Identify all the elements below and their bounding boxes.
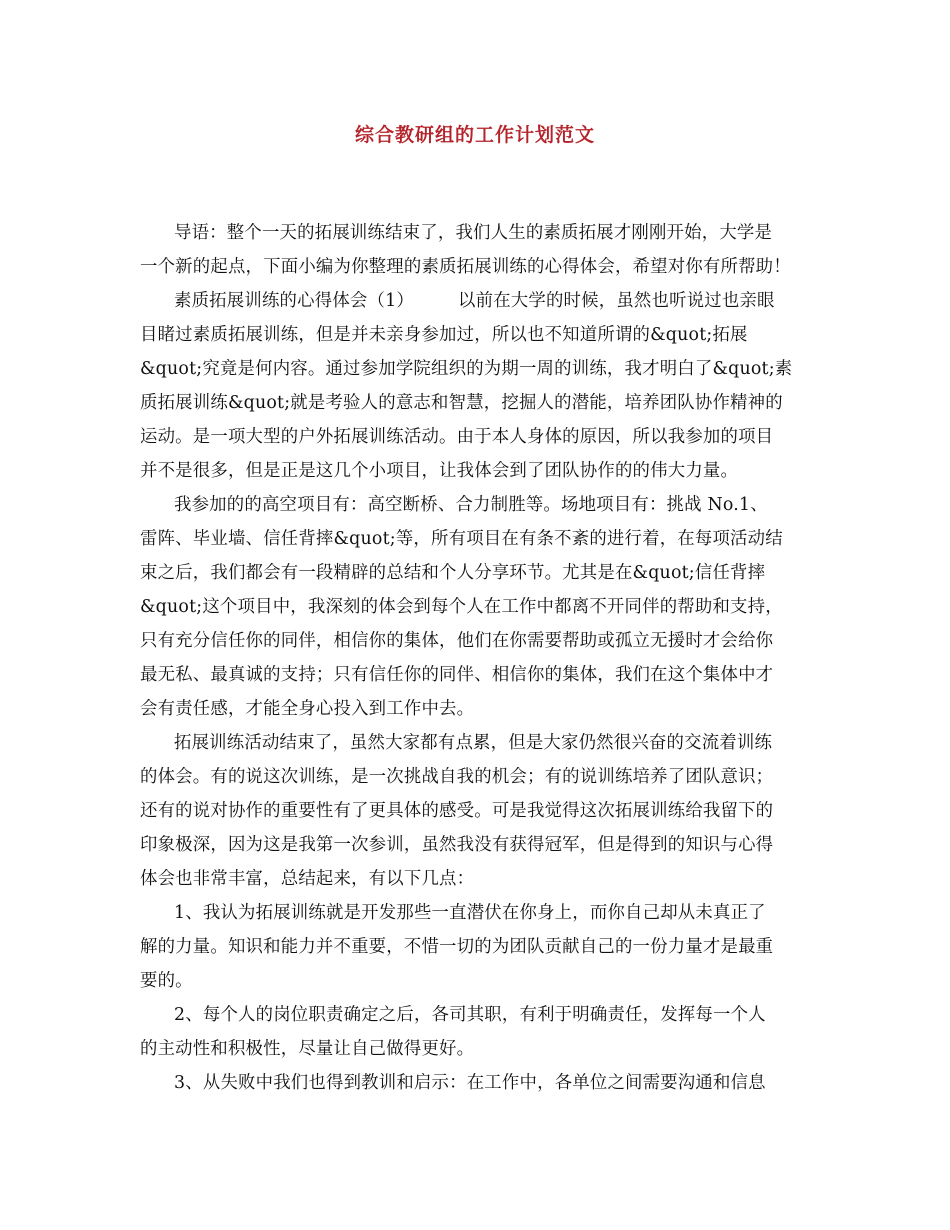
text-line: 的主动性和积极性，尽量让自己做得更好。 [140,1039,475,1059]
text-line: 束之后，我们都会有一段精辟的总结和个人分享环节。尤其是在&quot;信任背摔 [140,563,766,583]
text-line: 一个新的起点，下面小编为你整理的素质拓展训练的心得体会，希望对你有所帮助！ [140,257,791,277]
text-line: 会有责任感，才能全身心投入到工作中去。 [140,699,475,719]
text-line: 的体会。有的说这次训练，是一次挑战自我的机会；有的说训练培养了团队意识； [140,767,774,787]
text-line: 导语：整个一天的拓展训练结束了，我们人生的素质拓展才刚刚开始，大学是 [174,223,773,243]
text-line: 3、从失败中我们也得到教训和启示：在工作中，各单位之间需要沟通和信息 [174,1073,766,1093]
text-line: 雷阵、毕业墙、信任背摔&quot;等，所有项目在有条不紊的进行着，在每项活动结 [140,529,783,549]
text-line: 素质拓展训练的心得体会（1） 以前在大学的时候，虽然也听说过也亲眼 [174,291,775,311]
text-line: 运动。是一项大型的户外拓展训练活动。由于本人身体的原因，所以我参加的项目 [140,427,774,447]
text-line: &quot;这个项目中，我深刻的体会到每个人在工作中都离不开同伴的帮助和支持， [140,597,783,617]
text-line: 印象极深，因为这是我第一次参训，虽然我没有获得冠军，但是得到的知识与心得 [140,835,774,855]
text-line: 解的力量。知识和能力并不重要，不惜一切的为团队贡献自己的一份力量才是最重 [140,937,774,957]
text-line: 我参加的的高空项目有：高空断桥、合力制胜等。场地项目有：挑战 No.1、 [174,495,768,515]
document-title: 综合教研组的工作计划范文 [354,124,595,146]
text-line: 1、我认为拓展训练就是开发那些一直潜伏在你身上，而你自己却从未真正了 [174,903,766,923]
text-line: 最无私、最真诚的支持；只有信任你的同伴、相信你的集体，我们在这个集体中才 [140,665,774,685]
text-line: 还有的说对协作的重要性有了更具体的感受。可是我觉得这次拓展训练给我留下的 [140,801,774,821]
text-line: 目睹过素质拓展训练，但是并未亲身参加过，所以也不知道所谓的&quot;拓展 [140,325,748,345]
text-line: 质拓展训练&quot;就是考验人的意志和智慧，挖掘人的潜能，培养团队协作精神的 [140,393,783,413]
text-line: 拓展训练活动结束了，虽然大家都有点累，但是大家仍然很兴奋的交流着训练 [174,733,773,753]
text-line: 2、每个人的岗位职责确定之后，各司其职，有利于明确责任，发挥每一个人 [174,1005,766,1025]
text-line: 只有充分信任你的同伴，相信你的集体，他们在你需要帮助或孤立无援时才会给你 [140,631,774,651]
text-line: &quot;究竟是何内容。通过参加学院组织的为期一周的训练，我才明白了&quot;素 [140,359,793,379]
text-line: 体会也非常丰富，总结起来，有以下几点： [140,869,475,889]
text-line: 并不是很多，但是正是这几个小项目，让我体会到了团队协作的的伟大力量。 [140,461,739,481]
text-line: 要的。 [140,971,193,991]
